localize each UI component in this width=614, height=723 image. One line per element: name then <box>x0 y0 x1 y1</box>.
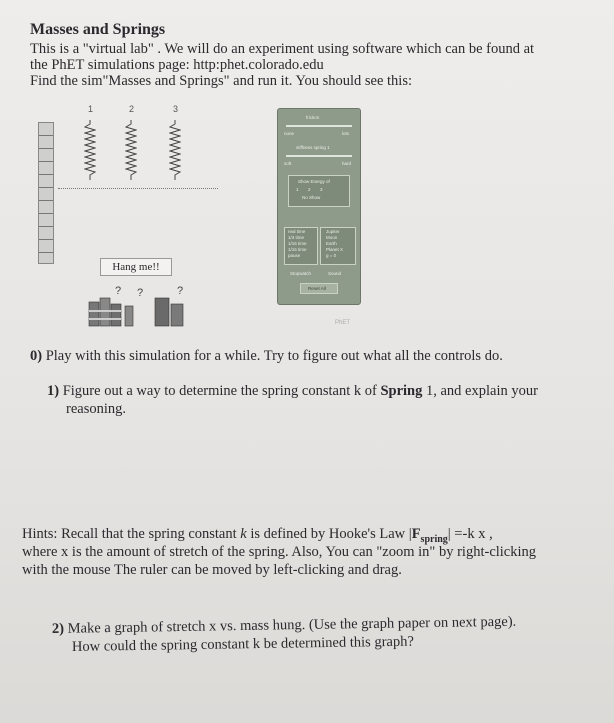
ruler <box>38 122 54 264</box>
energy-check-2[interactable]: 2 <box>308 187 311 192</box>
svg-text:?: ? <box>177 285 184 297</box>
reset-all-button[interactable] <box>300 283 338 294</box>
friction-label: friction <box>306 115 320 120</box>
svg-text:?: ? <box>115 285 122 297</box>
hints-text-c: | =-k x , <box>447 526 493 542</box>
gravity-option-2[interactable]: Moon <box>326 235 338 240</box>
time-option-4[interactable]: 1/16 time <box>288 247 307 252</box>
question-2-text: Make a graph of stretch x vs. mass hung. (Use the graph paper on next page). <box>63 613 517 637</box>
hints-force-subscript: spring <box>420 533 448 545</box>
intro-line-2: the PhET simulations page: http:phet.colorado.edu <box>30 57 324 73</box>
spring-2 <box>125 120 137 180</box>
hang-me-label: Hang me!! <box>100 258 172 276</box>
spring-number-1: 1 <box>88 104 94 114</box>
spring-number-2: 2 <box>129 104 135 114</box>
stiffness-slider[interactable] <box>286 155 352 157</box>
sound-check[interactable]: Sound <box>328 271 342 276</box>
stiffness-min-label: soft <box>284 161 292 166</box>
gravity-option-5[interactable]: g = 0 <box>326 253 337 258</box>
page-title: Masses and Springs <box>30 21 166 38</box>
question-1-text-c: 1, and explain your <box>422 383 538 399</box>
question-1-text-a: Figure out a way to determine the spring constant k of <box>59 383 381 399</box>
question-1-number: 1) <box>47 383 60 399</box>
time-option-1[interactable]: real time <box>288 229 306 234</box>
hints-k: k <box>240 526 247 542</box>
hints-line-1 <box>22 527 493 545</box>
time-option-3[interactable]: 1/16 time <box>288 241 307 246</box>
reset-all-label: Reset All <box>308 286 326 291</box>
spring-1 <box>84 120 96 180</box>
question-2-number: 2) <box>51 620 65 637</box>
spring-3 <box>169 120 181 180</box>
time-option-5[interactable]: pause <box>288 253 301 258</box>
question-2-line-2: How could the spring constant k be determined this graph? <box>71 633 414 655</box>
friction-min-label: none <box>284 131 295 136</box>
svg-text:?: ? <box>137 287 144 299</box>
hints-line-3: with the mouse The ruler can be moved by left-clicking and drag. <box>22 562 402 578</box>
phet-logo: PhET <box>335 320 351 326</box>
question-0-text: Play with this simulation for a while. Try to figure out what all the controls do. <box>42 348 503 364</box>
hints-line-2: where x is the amount of stretch of the spring. Also, You can "zoom in" by right-clicking <box>22 544 537 560</box>
intro-line-1: This is a "virtual lab" . We will do an experiment using software which can be found at <box>30 41 535 57</box>
hints-text-b: is defined by Hooke's Law | <box>246 526 412 542</box>
question-1-line-2: reasoning. <box>66 401 126 417</box>
energy-check-1[interactable]: 1 <box>296 187 299 192</box>
control-panel <box>277 108 361 305</box>
gravity-option-1[interactable]: Jupiter <box>326 229 340 234</box>
spring-number-3: 3 <box>173 104 179 114</box>
friction-max-label: lots <box>342 131 350 136</box>
stopwatch-check[interactable]: Stopwatch <box>290 271 312 276</box>
intro-line-3: Find the sim"Masses and Springs" and run it. You should see this: <box>30 73 413 89</box>
energy-label: Show Energy of <box>298 179 330 184</box>
gravity-option-3[interactable]: Earth <box>326 241 337 246</box>
question-0-number: 0) <box>30 348 43 364</box>
question-1-spring-word: Spring <box>380 383 423 399</box>
question-0 <box>30 349 503 364</box>
masses-group <box>85 280 195 330</box>
hints-force: F <box>411 526 421 542</box>
stiffness-label: stiffness spring 1 <box>296 145 330 150</box>
energy-no-show[interactable]: No Show <box>302 195 321 200</box>
energy-check-3[interactable]: 3 <box>320 187 323 192</box>
hints-text-a: Hints: Recall that the spring constant <box>22 526 241 542</box>
simulation-image <box>30 100 360 340</box>
friction-slider[interactable] <box>286 125 352 127</box>
equilibrium-line <box>58 188 218 189</box>
gravity-option-4[interactable]: Planet X <box>326 247 344 252</box>
time-option-2[interactable]: 1/4 time <box>288 235 305 240</box>
stiffness-max-label: hard <box>342 161 352 166</box>
question-1-line-1 <box>47 384 538 399</box>
